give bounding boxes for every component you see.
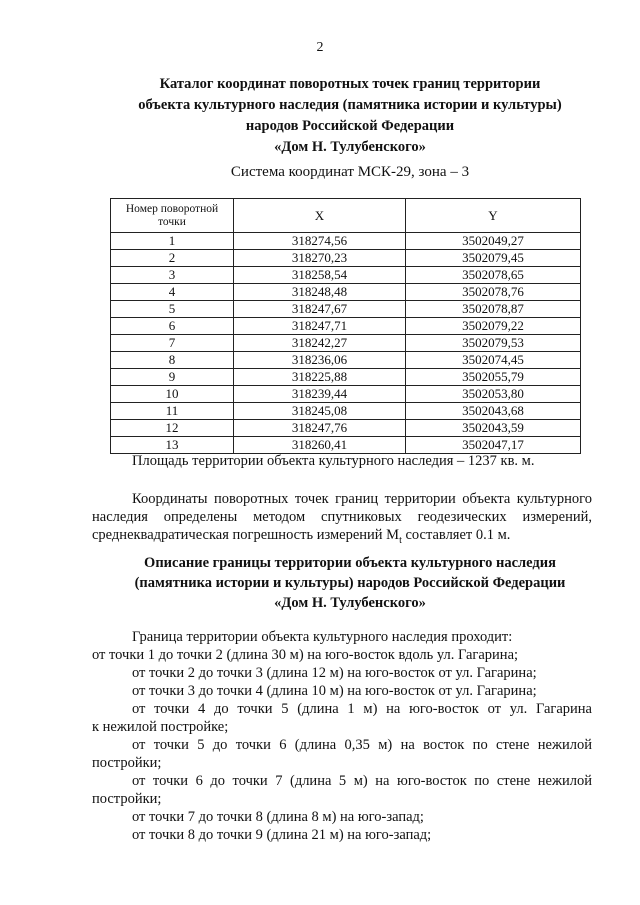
table-row <box>111 233 581 250</box>
cell-x: 318242,27 <box>234 335 406 352</box>
cell-y: 3502047,17 <box>406 437 581 454</box>
cell-x: 318274,56 <box>234 233 406 250</box>
cell-x: 318247,76 <box>234 420 406 437</box>
description-title-line-2: (памятника истории и культуры) народов Российской Федерации <box>134 575 566 591</box>
cell-y: 3502079,45 <box>406 250 581 267</box>
cell-x: 318225,88 <box>234 369 406 386</box>
cell-y: 3502078,76 <box>406 284 581 301</box>
header-point-number-line-1: Номер поворотной <box>125 202 219 215</box>
cell-x: 318247,67 <box>234 301 406 318</box>
table-row <box>111 403 581 420</box>
cell-y: 3502079,22 <box>406 318 581 335</box>
route-segment-2-3: от точки 2 до точки 3 (длина 12 м) на юго-восток от ул. Гагарина; <box>132 665 537 681</box>
header-x: X <box>234 199 406 233</box>
table-row <box>111 352 581 369</box>
catalog-title-line-2: объекта культурного наследия (памятника истории и культуры) <box>138 97 562 113</box>
cell-point-number: 3 <box>111 267 234 284</box>
table-body <box>111 233 581 454</box>
cell-y: 3502078,65 <box>406 267 581 284</box>
table-header-row <box>111 199 581 233</box>
route-segment-6-7: от точки 6 до точки 7 (длина 5 м) на юго-восток по стене нежилой <box>132 773 592 789</box>
catalog-title <box>60 74 640 158</box>
cell-point-number: 1 <box>111 233 234 250</box>
cell-point-number: 12 <box>111 420 234 437</box>
cell-x: 318239,44 <box>234 386 406 403</box>
accuracy-line-3-text: среднеквадратическая погрешность измерений M <box>92 527 400 543</box>
route-segment-7-8: от точки 7 до точки 8 (длина 8 м) на юго-запад; <box>132 809 424 825</box>
table-row <box>111 301 581 318</box>
table-row <box>111 250 581 267</box>
cell-point-number: 13 <box>111 437 234 454</box>
accuracy-line-3-tail: составляет 0.1 м. <box>401 527 511 543</box>
cell-x: 318236,06 <box>234 352 406 369</box>
cell-x: 318248,48 <box>234 284 406 301</box>
cell-y: 3502043,68 <box>406 403 581 420</box>
accuracy-line-2: наследия определены методом спутниковых геодезических измерений, <box>92 509 592 525</box>
route-intro: Граница территории объекта культурного наследия проходит: <box>132 629 513 645</box>
area-text: Площадь территории объекта культурного наследия – 1237 кв. м. <box>132 453 535 469</box>
table-row <box>111 369 581 386</box>
boundary-route <box>92 628 592 844</box>
table-row <box>111 284 581 301</box>
cell-x: 318270,23 <box>234 250 406 267</box>
cell-point-number: 5 <box>111 301 234 318</box>
cell-x: 318247,71 <box>234 318 406 335</box>
table-row <box>111 318 581 335</box>
table-row <box>111 437 581 454</box>
description-title-line-3: «Дом Н. Тулубенского» <box>274 595 426 611</box>
header-point-number <box>111 199 234 233</box>
coordinate-system: Система координат МСК-29, зона – 3 <box>230 164 470 180</box>
accuracy-subscript: t <box>399 534 402 546</box>
route-segment-3-4: от точки 3 до точки 4 (длина 10 м) на юго-восток от ул. Гагарина; <box>132 683 537 699</box>
table-row <box>111 386 581 403</box>
cell-point-number: 8 <box>111 352 234 369</box>
route-segment-4-5: от точки 4 до точки 5 (длина 1 м) на юго-восток от ул. Гагарина <box>132 701 592 717</box>
table-row <box>111 335 581 352</box>
cell-y: 3502079,53 <box>406 335 581 352</box>
description-title-line-1: Описание границы территории объекта культурного наследия <box>144 555 556 571</box>
cell-point-number: 9 <box>111 369 234 386</box>
cell-y: 3502055,79 <box>406 369 581 386</box>
cell-point-number: 11 <box>111 403 234 420</box>
cell-x: 318258,54 <box>234 267 406 284</box>
catalog-title-line-1: Каталог координат поворотных точек границ территории <box>159 76 541 92</box>
cell-x: 318260,41 <box>234 437 406 454</box>
accuracy-line-3 <box>92 526 592 550</box>
header-y: Y <box>406 199 581 233</box>
cell-y: 3502074,45 <box>406 352 581 369</box>
route-segment-5-6-cont: постройки; <box>92 755 162 771</box>
accuracy-paragraph <box>92 490 592 550</box>
cell-point-number: 6 <box>111 318 234 335</box>
cell-y: 3502049,27 <box>406 233 581 250</box>
cell-point-number: 7 <box>111 335 234 352</box>
cell-y: 3502053,80 <box>406 386 581 403</box>
page-number: 2 <box>316 40 324 55</box>
route-segment-4-5-cont: к нежилой постройке; <box>92 719 229 735</box>
route-segment-1-2: от точки 1 до точки 2 (длина 30 м) на юго-восток вдоль ул. Гагарина; <box>92 647 519 663</box>
route-segment-8-9: от точки 8 до точки 9 (длина 21 м) на юго-запад; <box>132 827 432 843</box>
route-segment-5-6: от точки 5 до точки 6 (длина 0,35 м) на восток по стене нежилой <box>132 737 592 753</box>
cell-point-number: 2 <box>111 250 234 267</box>
header-point-number-line-2: точки <box>158 215 186 228</box>
cell-y: 3502078,87 <box>406 301 581 318</box>
cell-y: 3502043,59 <box>406 420 581 437</box>
table-row <box>111 420 581 437</box>
cell-point-number: 10 <box>111 386 234 403</box>
catalog-title-line-3: народов Российской Федерации <box>245 118 455 134</box>
cell-x: 318245,08 <box>234 403 406 420</box>
accuracy-line-1: Координаты поворотных точек границ территории объекта культурного <box>132 491 592 507</box>
cell-point-number: 4 <box>111 284 234 301</box>
coordinates-table <box>110 198 581 454</box>
catalog-title-line-4: «Дом Н. Тулубенского» <box>274 139 426 155</box>
route-segment-6-7-cont: постройки; <box>92 791 162 807</box>
description-title <box>60 553 640 613</box>
table-row <box>111 267 581 284</box>
